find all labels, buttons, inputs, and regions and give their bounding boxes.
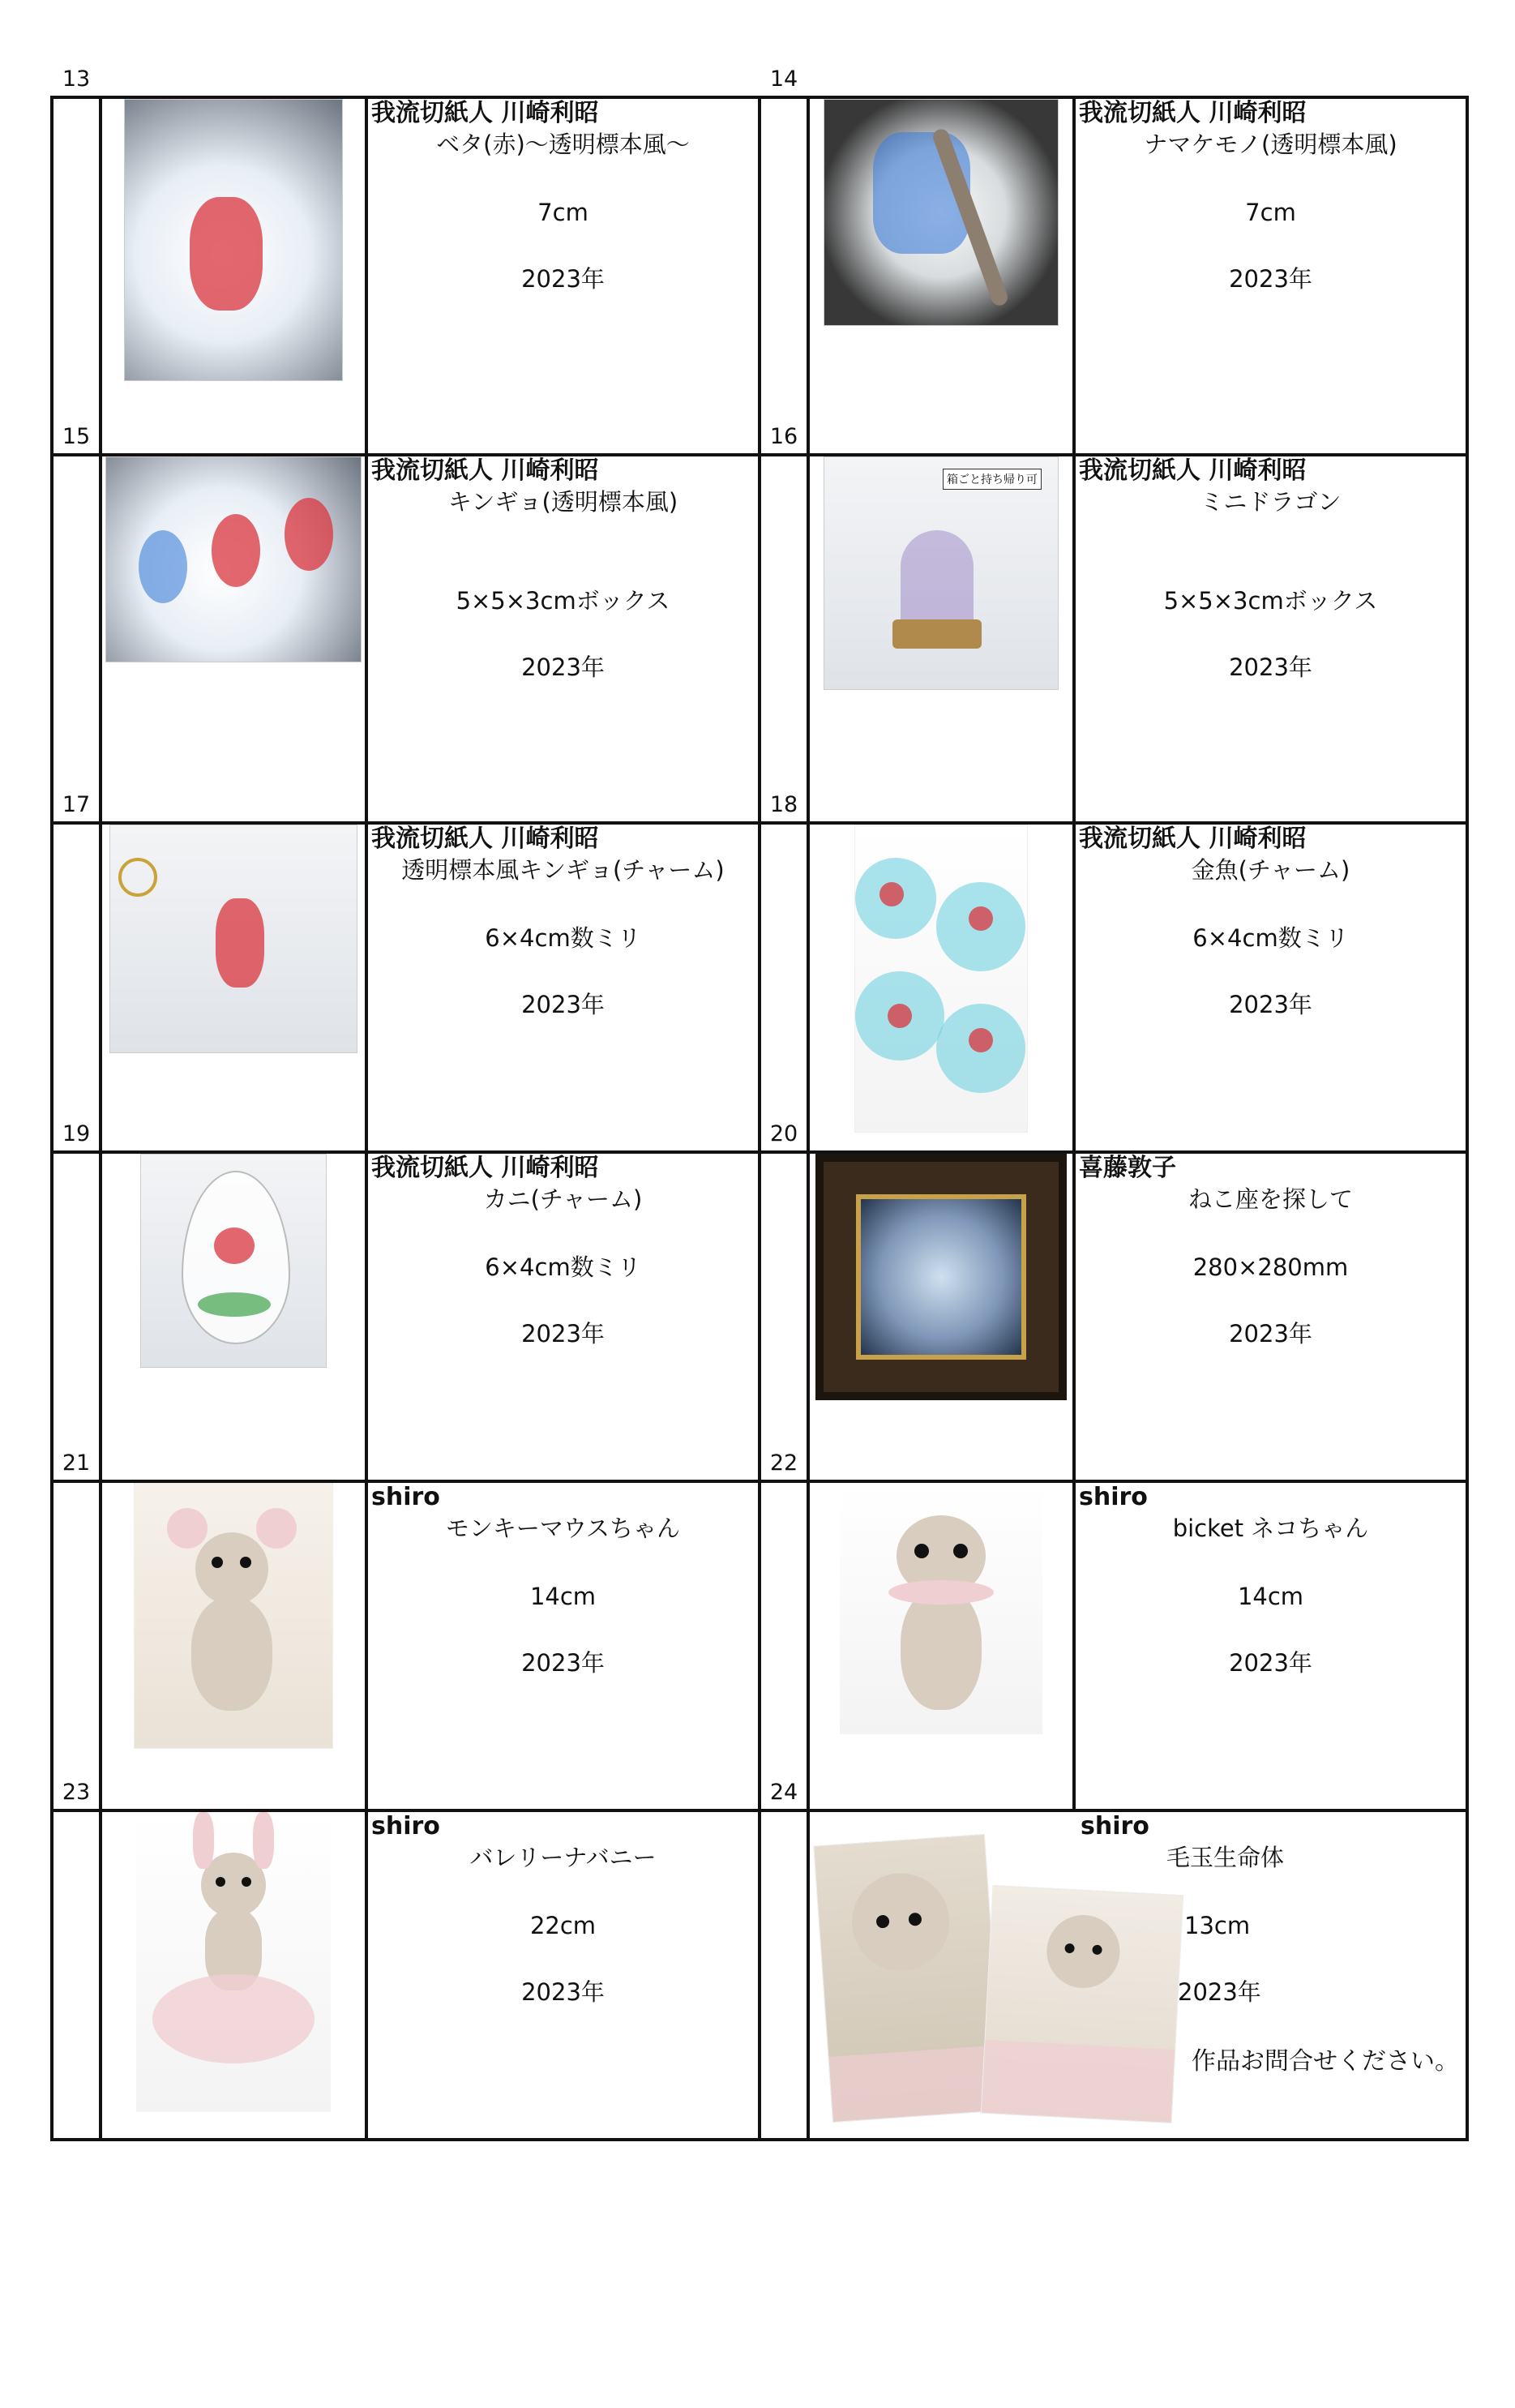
artist-name: 我流切紙人 川崎利昭 [1079, 99, 1307, 127]
box-label: 箱ごと持ち帰り可 [943, 469, 1042, 490]
green-glass-mark [198, 1292, 271, 1317]
doll-eye [240, 1557, 251, 1568]
artwork-photo [813, 1834, 1004, 2123]
artwork-photo [824, 456, 1059, 690]
doll-head [849, 1870, 952, 1973]
artist-name: shiro [1081, 1812, 1149, 1840]
artwork-photo [140, 1154, 327, 1368]
artist-name: shiro [371, 1483, 440, 1511]
item-info-cell [366, 823, 760, 1152]
artwork-year: 2023年 [1229, 653, 1312, 681]
artist-name: shiro [1079, 1483, 1148, 1511]
artwork-photo [134, 1483, 333, 1749]
artwork-title: 透明標本風キンギョ(チャーム) [401, 856, 725, 884]
item-number: 17 [62, 792, 91, 817]
tutu-skirt [152, 1974, 315, 2063]
artwork-photo [824, 99, 1059, 326]
doll-eye [914, 1544, 929, 1558]
artwork-photo [854, 825, 1028, 1133]
item-number: 16 [769, 424, 798, 449]
artwork-photo [105, 456, 362, 662]
artwork-title: モンキーマウスちゃん [445, 1515, 681, 1542]
item-number: 23 [62, 1780, 91, 1805]
crab-mark [214, 1228, 255, 1264]
item-info-cell [366, 1481, 760, 1810]
artwork-title: ベタ(赤)～透明標本風～ [436, 131, 690, 158]
doll-ear [253, 1812, 274, 1869]
goldfish-mark [969, 1028, 993, 1052]
artist-name: 我流切紙人 川崎利昭 [1079, 456, 1307, 485]
floral-cloth [829, 2045, 1004, 2121]
artist-name: 我流切紙人 川崎利昭 [371, 456, 599, 485]
artwork-size: 7cm [1245, 199, 1296, 226]
item-number-cell [52, 1121, 101, 1481]
doll-eye [953, 1544, 968, 1558]
item-info-cell [1074, 97, 1467, 455]
doll-body [901, 1588, 982, 1710]
catalog-row [52, 1481, 1467, 1810]
artwork-size: 5×5×3cmボックス [456, 587, 670, 615]
artwork-size: 14cm [1237, 1583, 1304, 1610]
artwork-size: 7cm [537, 199, 588, 226]
artwork-year: 2023年 [521, 265, 605, 293]
item-info-cell [366, 1810, 760, 2140]
item-info-cell [1074, 823, 1467, 1152]
item-number: 22 [769, 1450, 798, 1476]
clasp-mark [118, 858, 157, 897]
inquiry-note: 作品お問合せください。 [1192, 2047, 1459, 2076]
item-number: 18 [769, 792, 798, 817]
item-number: 19 [62, 1121, 91, 1146]
doll-ear [193, 1812, 214, 1869]
specimen-mark [285, 498, 333, 571]
item-number: 15 [62, 424, 91, 449]
item-photo-cell [101, 1152, 366, 1481]
framed-painting-photo [815, 1154, 1067, 1400]
item-number-cell [760, 424, 808, 823]
artwork-size: 14cm [529, 1583, 597, 1610]
item-number: 21 [62, 1450, 91, 1476]
item-photo-cell [808, 97, 1074, 455]
artwork-title: バレリーナバニー [469, 1844, 657, 1871]
catalog-row [52, 1152, 1467, 1481]
doll-ear [256, 1508, 297, 1549]
item-number-cell [760, 792, 808, 1152]
item-number: 20 [769, 1121, 798, 1146]
item-photo-cell [808, 1481, 1074, 1810]
artwork-title: カニ(チャーム) [483, 1185, 643, 1213]
dragon-dome [901, 530, 974, 628]
item-number-cell [52, 66, 101, 455]
catalog-row [52, 455, 1467, 823]
item-photo-cell [808, 1152, 1074, 1481]
item-photo-cell [808, 455, 1074, 823]
artwork-photo [109, 825, 357, 1053]
item-number: 14 [769, 66, 798, 92]
catalog-row [52, 1810, 1467, 2140]
item-photo-cell [101, 1481, 366, 1810]
goldfish-mark [879, 882, 904, 906]
item-number-cell [52, 1450, 101, 1810]
artist-name: 喜藤敦子 [1079, 1154, 1176, 1182]
artwork-year: 2023年 [1229, 1649, 1312, 1677]
doll-eye [216, 1877, 225, 1887]
item-info-cell [366, 1152, 760, 1481]
artist-name: 我流切紙人 川崎利昭 [1079, 825, 1307, 853]
artwork-year: 2023年 [521, 1320, 605, 1348]
artwork-year: 2023年 [1178, 1978, 1261, 2006]
item-info-cell [1074, 455, 1467, 823]
specimen-mark [190, 197, 263, 311]
artwork-title: キンギョ(透明標本風) [447, 488, 678, 516]
artwork-title: bicket ネコちゃん [1172, 1515, 1369, 1542]
artwork-title: ナマケモノ(透明標本風) [1144, 131, 1397, 158]
item-photo-cell [101, 1810, 366, 2140]
doll-eye [212, 1557, 223, 1568]
artist-name: shiro [371, 1812, 440, 1840]
item-number-cell [52, 1780, 101, 2140]
specimen-mark [212, 514, 260, 587]
wooden-base [892, 619, 982, 649]
artwork-size: 6×4cm数ミリ [485, 1253, 641, 1281]
artwork-photo [136, 1812, 331, 2112]
item-photo-cell [808, 823, 1074, 1152]
item-number-cell [760, 66, 808, 455]
goldfish-mark [969, 906, 993, 931]
doll-head [195, 1532, 268, 1605]
catalog-row [52, 823, 1467, 1152]
artwork-title: ねこ座を探して [1188, 1185, 1353, 1213]
artwork-size: 5×5×3cmボックス [1163, 587, 1378, 615]
doll-eye [242, 1877, 251, 1887]
doll-collar [888, 1580, 994, 1605]
artist-name: 我流切紙人 川崎利昭 [371, 825, 599, 853]
artwork-size: 6×4cm数ミリ [485, 924, 641, 952]
item-number: 13 [62, 66, 91, 92]
artwork-catalog-table [50, 66, 1469, 2141]
artwork-title: 毛玉生命体 [1166, 1844, 1285, 1871]
artwork-year: 2023年 [521, 991, 605, 1018]
item-info-cell [1074, 1481, 1467, 1810]
item-info-cell [366, 97, 760, 455]
artwork-year: 2023年 [521, 653, 605, 681]
item-photo-cell [101, 823, 366, 1152]
goldfish-mark [888, 1004, 912, 1028]
item-info-cell [366, 455, 760, 823]
item-number-cell [52, 424, 101, 823]
artwork-year: 2023年 [521, 1649, 605, 1677]
artwork-title: ミニドラゴン [1200, 488, 1342, 516]
artwork-photo [840, 1483, 1042, 1734]
item-photo-cell [101, 97, 366, 455]
item-number-cell [52, 792, 101, 1152]
artwork-photo [124, 99, 343, 381]
artwork-year: 2023年 [1229, 991, 1312, 1018]
artist-name: 我流切紙人 川崎利昭 [371, 99, 599, 127]
artwork-year: 2023年 [1229, 1320, 1312, 1348]
artwork-size: 22cm [529, 1912, 597, 1939]
item-photo-cell [101, 455, 366, 823]
artwork-title: 金魚(チャーム) [1191, 856, 1350, 884]
doll-ear [167, 1508, 208, 1549]
item-info-cell [1074, 1152, 1467, 1481]
item-number: 24 [769, 1780, 798, 1805]
item-number-cell [760, 1121, 808, 1481]
item-number-cell [760, 1450, 808, 1810]
artwork-size: 13cm [1184, 1912, 1251, 1939]
artwork-size: 6×4cm数ミリ [1192, 924, 1349, 952]
item-photo-and-info-cell [808, 1810, 1467, 2140]
specimen-mark [139, 530, 187, 603]
specimen-mark [216, 898, 264, 988]
artwork-year: 2023年 [521, 1978, 605, 2006]
artist-name: 我流切紙人 川崎利昭 [371, 1154, 599, 1182]
catalog-row [52, 97, 1467, 455]
doll-body [191, 1597, 272, 1711]
item-number-cell [760, 1780, 808, 2140]
artwork-year: 2023年 [1229, 265, 1312, 293]
artwork-size: 280×280mm [1192, 1253, 1349, 1281]
